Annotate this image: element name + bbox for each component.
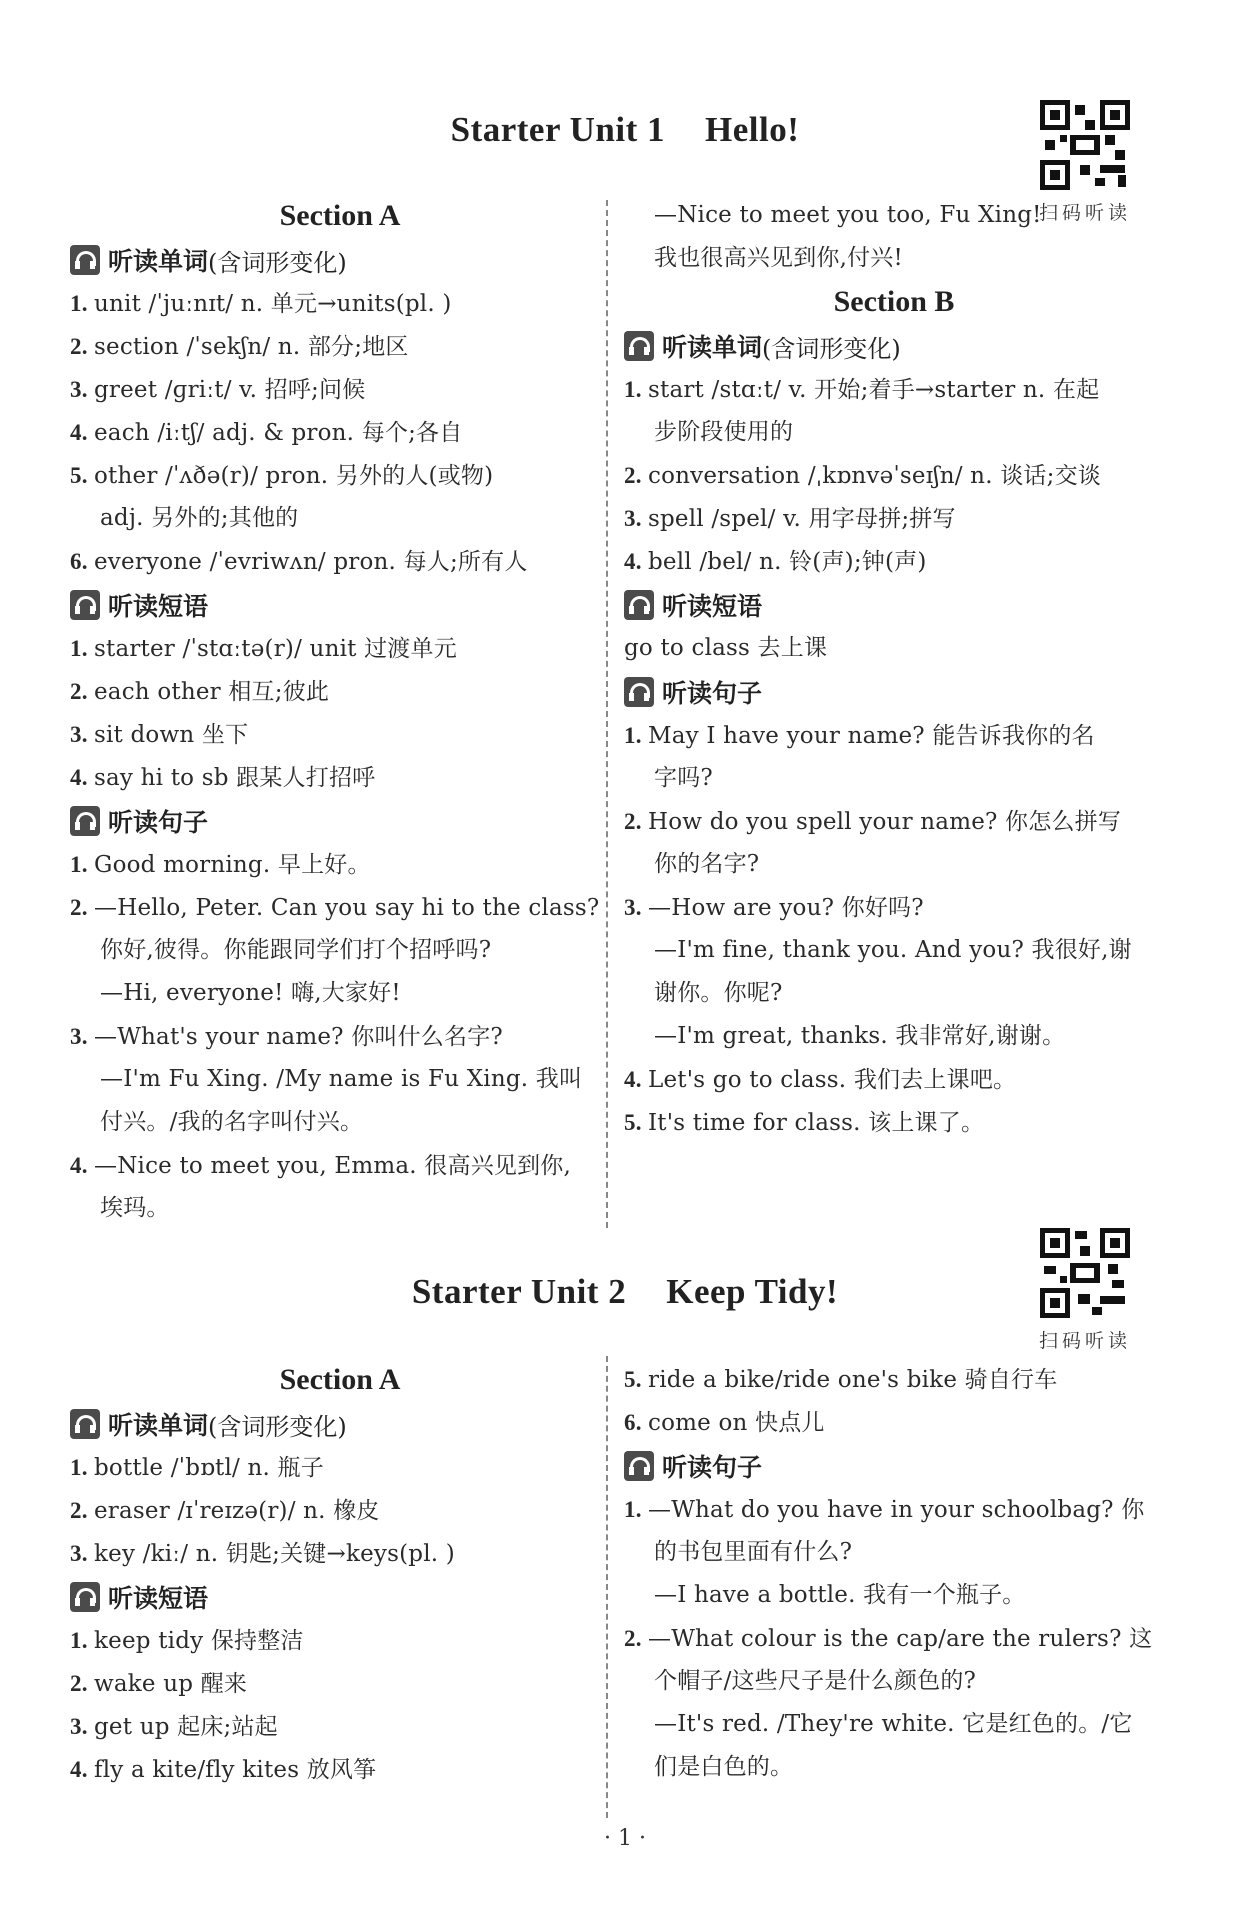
list-item: 3. key /kiː/ n. 钥匙;关键→keys(pl. ) <box>70 1541 455 1567</box>
list-item-continuation: 个帽子/这些尺子是什么颜色的? <box>654 1668 977 1694</box>
list-item: 5. ride a bike/ride one's bike 骑自行车 <box>624 1367 1058 1393</box>
list-item-continuation: —I'm great, thanks. 我非常好,谢谢。 <box>654 1023 1066 1049</box>
unit1-left-column <box>70 194 610 1230</box>
list-item: 1. Good morning. 早上好。 <box>70 852 371 878</box>
section-b-heading: Section B <box>833 285 955 318</box>
list-item-continuation: 步阶段使用的 <box>654 419 794 445</box>
words-header: 听读单词 (含词形变化) <box>70 1402 610 1446</box>
list-item: 5. other /ˈʌðə(r)/ pron. 另外的人(或物) <box>70 463 494 489</box>
list-item: 4. fly a kite/fly kites 放风筝 <box>70 1757 377 1783</box>
qr-label-unit1: 扫码听读 <box>1038 202 1131 224</box>
list-item: 1. starter /ˈstɑːtə(r)/ unit 过渡单元 <box>70 636 457 662</box>
phrases-header: 听读短语 <box>70 583 610 627</box>
words-header: 听读单词 (含词形变化) <box>624 324 1164 368</box>
list-item: 4. bell /bel/ n. 铃(声);钟(声) <box>624 549 927 575</box>
section-a-heading: Section A <box>279 1363 401 1396</box>
list-item: 2. —Hello, Peter. Can you say hi to the class? <box>70 895 600 921</box>
headphones-icon[interactable] <box>624 331 654 361</box>
qr-code-unit1[interactable] <box>1040 100 1130 190</box>
list-item-continuation: —It's red. /They're white. 它是红色的。/它 <box>654 1711 1133 1737</box>
headphones-icon[interactable] <box>624 1451 654 1481</box>
list-item-continuation: 你的名字? <box>654 851 760 877</box>
list-item: 3. greet /ɡriːt/ v. 招呼;问候 <box>70 377 366 403</box>
qr-code-unit2[interactable] <box>1040 1228 1130 1318</box>
list-item: 1. unit /ˈjuːnɪt/ n. 单元→units(pl. ) <box>70 291 452 317</box>
list-item-continuation: 埃玛。 <box>100 1195 170 1221</box>
unit2-title-name: Keep Tidy! <box>666 1272 839 1311</box>
headphones-icon[interactable] <box>70 806 100 836</box>
list-item-continuation: —Hi, everyone! 嗨,大家好! <box>100 980 401 1006</box>
unit1-title-name: Hello! <box>705 110 800 149</box>
list-item-continuation: 们是白色的。 <box>654 1754 794 1780</box>
list-item: 2. section /ˈsekʃn/ n. 部分;地区 <box>70 334 409 360</box>
headphones-icon[interactable] <box>70 245 100 275</box>
list-item: 5. It's time for class. 该上课了。 <box>624 1110 985 1136</box>
list-item: 2. eraser /ɪˈreɪzə(r)/ n. 橡皮 <box>70 1498 380 1524</box>
headphones-icon[interactable] <box>70 1409 100 1439</box>
unit2-title-number: Starter Unit 2 <box>411 1272 627 1311</box>
qr-label-unit2: 扫码听读 <box>1038 1330 1131 1352</box>
list-item-continuation: 你好,彼得。你能跟同学们打个招呼吗? <box>100 937 492 963</box>
list-item: 3. spell /spel/ v. 用字母拼;拼写 <box>624 506 956 532</box>
sentences-header: 听读句子 <box>70 799 610 843</box>
unit1-title-number: Starter Unit 1 <box>450 110 665 149</box>
list-item: 3. get up 起床;站起 <box>70 1714 278 1740</box>
phrases-header: 听读短语 <box>624 583 1164 627</box>
list-item: 6. come on 快点儿 <box>624 1410 825 1436</box>
list-item: 1. —What do you have in your schoolbag? 你 <box>624 1497 1145 1523</box>
list-item: 4. each /iːtʃ/ adj. & pron. 每个;各自 <box>70 420 463 446</box>
page-number: · 1 · <box>604 1826 646 1851</box>
list-item: 3. —What's your name? 你叫什么名字? <box>70 1024 503 1050</box>
headphones-icon[interactable] <box>70 590 100 620</box>
section-a-heading: Section A <box>279 199 401 232</box>
list-item: 4. say hi to sb 跟某人打招呼 <box>70 765 376 791</box>
list-item: 2. conversation /ˌkɒnvəˈseɪʃn/ n. 谈话;交谈 <box>624 463 1101 489</box>
list-item-continuation: 字吗? <box>654 765 713 791</box>
list-item-continuation: 的书包里面有什么? <box>654 1539 853 1565</box>
headphones-icon[interactable] <box>70 1582 100 1612</box>
sentences-header: 听读句子 <box>624 1444 1164 1488</box>
list-item: 2. How do you spell your name? 你怎么拼写 <box>624 809 1122 835</box>
list-item: 3. sit down 坐下 <box>70 722 249 748</box>
list-item-continuation: 付兴。/我的名字叫付兴。 <box>100 1109 364 1135</box>
list-item-continuation: 我也很高兴见到你,付兴! <box>654 245 903 271</box>
list-item-continuation: —I'm Fu Xing. /My name is Fu Xing. 我叫 <box>100 1066 583 1092</box>
list-item-continuation: —I have a bottle. 我有一个瓶子。 <box>654 1582 1026 1608</box>
list-item-continuation: 谢你。你呢? <box>654 980 783 1006</box>
headphones-icon[interactable] <box>624 590 654 620</box>
list-item-continuation: —I'm fine, thank you. And you? 我很好,谢 <box>654 937 1132 963</box>
unit2-right-column <box>624 1358 1164 1789</box>
list-item: 3. —How are you? 你好吗? <box>624 895 924 921</box>
list-item: 1. start /stɑːt/ v. 开始;着手→starter n. 在起 <box>624 377 1100 403</box>
list-item: 1. bottle /ˈbɒtl/ n. 瓶子 <box>70 1455 324 1481</box>
list-item: 4. Let's go to class. 我们去上课吧。 <box>624 1067 1017 1093</box>
list-item: 1. May I have your name? 能告诉我你的名 <box>624 723 1095 749</box>
list-item-continuation: adj. 另外的;其他的 <box>100 505 299 531</box>
list-item-continuation: —Nice to meet you too, Fu Xing! <box>654 202 1042 228</box>
headphones-icon[interactable] <box>624 677 654 707</box>
words-header: 听读单词 (含词形变化) <box>70 238 610 282</box>
list-item: go to class 去上课 <box>624 635 828 661</box>
list-item: 6. everyone /ˈevriwʌn/ pron. 每人;所有人 <box>70 549 528 575</box>
unit2-left-column <box>70 1358 610 1791</box>
list-item: 4. —Nice to meet you, Emma. 很高兴见到你, <box>70 1153 572 1179</box>
phrases-header: 听读短语 <box>70 1575 610 1619</box>
list-item: 2. each other 相互;彼此 <box>70 679 330 705</box>
list-item: 1. keep tidy 保持整洁 <box>70 1628 304 1654</box>
unit1-right-column <box>624 194 1164 1144</box>
sentences-header: 听读句子 <box>624 670 1164 714</box>
list-item: 2. wake up 醒来 <box>70 1671 248 1697</box>
list-item: 2. —What colour is the cap/are the rulers? 这 <box>624 1626 1153 1652</box>
